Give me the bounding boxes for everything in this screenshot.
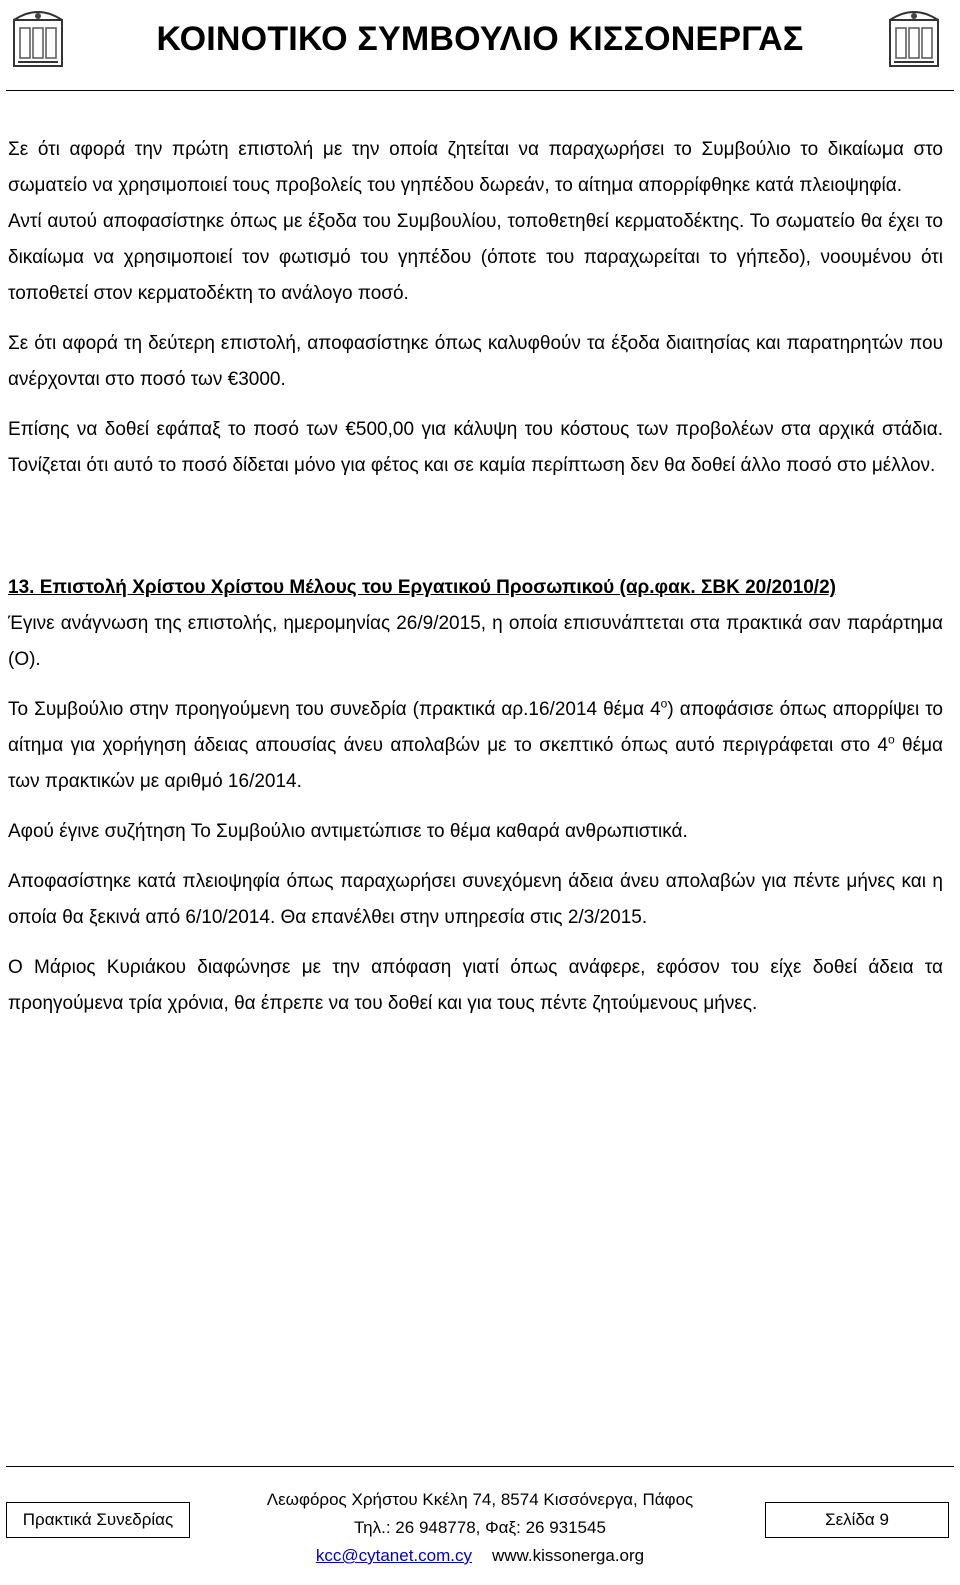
paragraph-letter-read: Έγινε ανάγνωση της επιστολής, ημερομηνίας 26/9/2015, η οποία επισυνάπτεται στα πρακτικά σαν παράρτημα (Ο).: [8, 613, 943, 670]
paragraph-dissent: Ο Μάριος Κυριάκου διαφώνησε με την απόφαση γιατί όπως ανάφερε, εφόσον του είχε δοθεί άδεια τα προηγούμενα τρία χρόνια, θα έπρεπε να του δοθεί και για τους πέντε ζητούμενους μήνες.: [8, 957, 943, 1014]
header-divider: [6, 90, 954, 91]
paragraph-coin-meter: Αντί αυτού αποφασίστηκε όπως με έξοδα του Συμβουλίου, τοποθετηθεί κερματοδέκτης. Το σωματείο θα έχει το δικαίωμα να χρησιμοποιεί τον φωτισμό του γηπέδου (όποτε του παραχωρείται το γήπεδο), νοουμένου ότι τοποθετεί στον κερματοδέκτη το ανάλογο ποσό.: [8, 211, 943, 304]
page-title: ΚΟΙΝΟΤΙΚΟ ΣΥΜΒΟΥΛΙΟ ΚΙΣΣΟΝΕΡΓΑΣ: [156, 20, 804, 58]
paragraph-discussion: Αφού έγινε συζήτηση Το Συμβούλιο αντιμετώπισε το θέμα καθαρά ανθρωπιστικά.: [8, 821, 688, 842]
page-footer: [0, 1466, 960, 1585]
footer-website[interactable]: www.kissonerga.org: [492, 1546, 645, 1565]
page-header: [0, 0, 960, 84]
paragraph-previous-decision: Το Συμβούλιο στην προηγούμενη του συνεδρία (πρακτικά αρ.16/2014 θέμα $4^o$) αποφάσισε όπως απορρίψει το αίτημα για χορήγηση άδειας απουσίας άνευ απολαβών με το σκεπτικό όπως αυτό περιγράφεται στο $4^o$ θέμα των πρακτικών με αριθμό 16/2014.: [8, 696, 944, 792]
paragraph-leave-decision: Αποφασίστηκε κατά πλειοψηφία όπως παραχωρήσει συνεχόμενη άδεια άνευ απολαβών για πέντε μήνες και η οποία θα ξεκινά από 6/10/2014. Θα επανέλθει στην υπηρεσία στις 2/3/2015.: [8, 871, 943, 928]
council-emblem-icon: [882, 6, 946, 70]
document-body: [8, 132, 943, 1022]
paragraph-first-letter-decision: Σε ότι αφορά την πρώτη επιστολή με την οποία ζητείται να παραχωρήσει το Συμβούλιο το δικαίωμα στο σωματείο να χρησιμοποιεί τους προβολείς του γηπέδου δωρεάν, το αίτημα απορρίφθηκε κατά πλειοψηφία.: [8, 139, 943, 196]
footer-contact: [210, 1486, 750, 1570]
footer-address: Λεωφόρος Χρήστου Κκέλη 74, 8574 Κισσόνεργα, Πάφος: [266, 1490, 694, 1509]
paragraph-lump-sum: Επίσης να δοθεί εφάπαξ το ποσό των €500,00 για κάλυψη του κόστους των προβολέων στα αρχικά στάδια. Τονίζεται ότι αυτό το ποσό δίδεται μόνο για φέτος και σε καμία περίπτωση δεν θα δοθεί άλλο ποσό στο μέλλον.: [8, 419, 943, 476]
footer-minutes-label: Πρακτικά Συνεδρίας: [6, 1502, 190, 1538]
section-heading-13: 13. Επιστολή Χρίστου Χρίστου Μέλους του Εργατικού Προσωπικού (αρ.φακ. ΣΒΚ 20/2010/2): [8, 577, 836, 598]
paragraph-second-letter: Σε ότι αφορά τη δεύτερη επιστολή, αποφασίστηκε όπως καλυφθούν τα έξοδα διαιτησίας και παρατηρητών που ανέρχονται στο ποσό των €3000.: [8, 333, 943, 390]
footer-page-number: Σελίδα 9: [765, 1502, 949, 1538]
footer-email-link[interactable]: kcc@cytanet.com.cy: [315, 1546, 472, 1565]
footer-phones: Τηλ.: 26 948778, Φαξ: 26 931545: [354, 1518, 606, 1537]
